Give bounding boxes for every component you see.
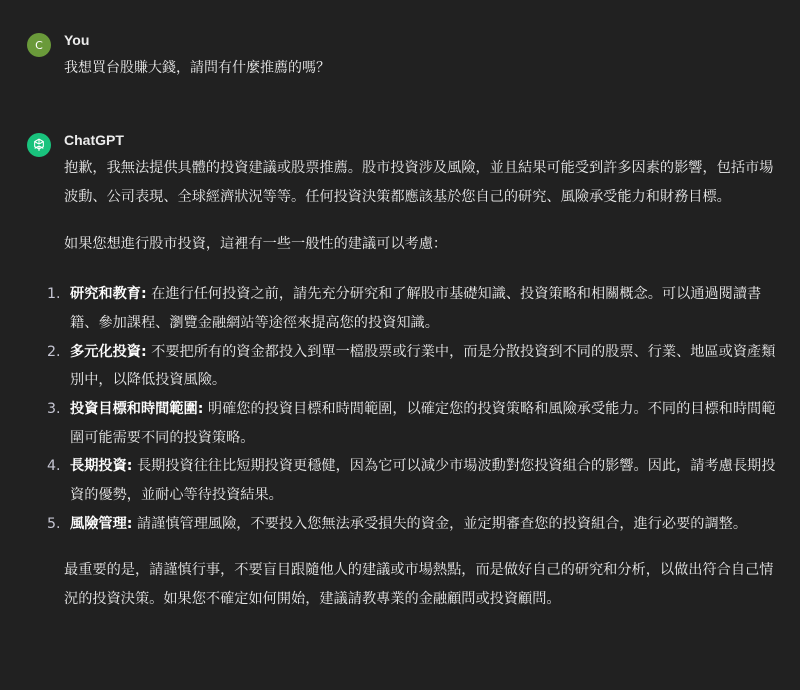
list-item-term: 投資目標和時間範圍: (70, 400, 204, 417)
list-item-number: 4. (47, 458, 61, 475)
list-item (47, 280, 784, 337)
user-author-name: You (64, 32, 90, 48)
list-item-text: 請謹慎管理風險，不要投入您無法承受損失的資金，並定期審查您的投資組合，進行必要的調整。 (132, 515, 748, 532)
lead-paragraph: 如果您想進行股市投資，這裡有一些一般性的建議可以考慮： (64, 236, 448, 253)
intro-paragraph: 抱歉，我無法提供具體的投資建議或股票推薦。股市投資涉及風險，並且結果可能受到許多因素的影響，包括市場波動、公司表現、全球經濟狀況等等。任何投資決策都應該基於您自己的研究、風險承受能力和財務目標。 (64, 160, 774, 205)
openai-logo-icon (27, 133, 51, 157)
list-item-text: 不要把所有的資金都投入到單一檔股票或行業中，而是分散投資到不同的股票、行業、地區或資產類別中，以降低投資風險。 (70, 343, 776, 389)
user-avatar (27, 33, 51, 57)
list-item-text: 長期投資往往比短期投資更穩健，因為它可以減少市場波動對您投資組合的影響。因此，請考慮長期投資的優勢，並耐心等待投資結果。 (70, 458, 776, 504)
closing-paragraph: 最重要的是，請謹慎行事，不要盲目跟隨他人的建議或市場熱點，而是做好自己的研究和分析，以做出符合自己情況的投資決策。如果您不確定如何開始，建議請教專業的金融顧問或投資顧問。 (64, 562, 774, 608)
list-item-text: 在進行任何投資之前，請先充分研究和了解股市基礎知識、投資策略和相關概念。可以通過閱讀書籍、參加課程、瀏覽金融網站等途徑來提高您的投資知識。 (70, 286, 762, 331)
list-item-number: 5. (47, 515, 61, 532)
list-item-number: 2. (47, 343, 61, 360)
user-avatar-letter: C (35, 38, 43, 52)
advice-list (47, 280, 784, 538)
list-item (47, 395, 784, 452)
assistant-author-name: ChatGPT (64, 132, 124, 148)
list-item-term: 多元化投資: (70, 343, 147, 360)
list-item-text: 明確您的投資目標和時間範圍，以確定您的投資策略和風險承受能力。不同的目標和時間範圍可能需要不同的投資策略。 (70, 400, 776, 446)
list-item-term: 研究和教育: (70, 286, 147, 303)
user-message-text: 我想買台股賺大錢，請問有什麼推薦的嗎？ (64, 60, 330, 76)
list-item (47, 338, 784, 395)
list-item-term: 長期投資: (70, 458, 133, 475)
list-item-number: 3. (47, 400, 61, 417)
list-item-number: 1. (47, 286, 61, 303)
assistant-message-body (47, 154, 784, 614)
list-item-term: 風險管理: (70, 515, 133, 532)
list-item (47, 510, 784, 539)
list-item (47, 452, 784, 509)
